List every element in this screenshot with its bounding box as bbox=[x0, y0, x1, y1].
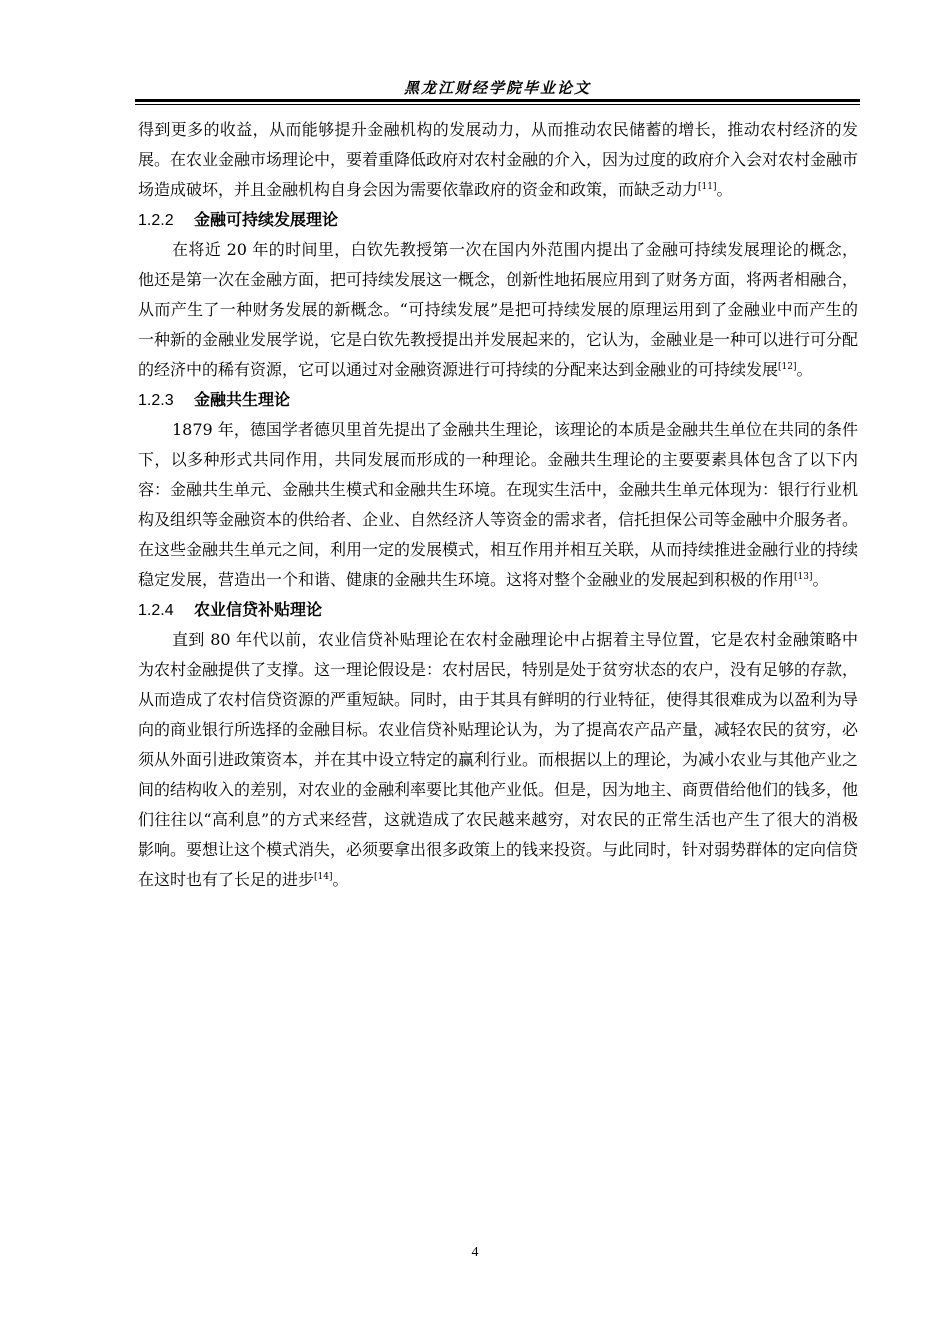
citation: [12] bbox=[778, 362, 797, 372]
section-title: 金融共生理论 bbox=[194, 390, 291, 409]
section-number: 1.2.3 bbox=[138, 392, 174, 409]
section-heading-1-2-2 bbox=[138, 205, 858, 235]
paragraph-tail: 。 bbox=[332, 870, 349, 889]
paragraph-tail: 。 bbox=[716, 180, 733, 199]
paragraph-text: 直到 80 年代以前，农业信贷补贴理论在农村金融理论中占据着主导位置，它是农村金融策略中为农村金融提供了支撑。这一理论假设是：农村居民，特别是处于贫穷状态的农户，没有足够的存款，从而造成了农村信贷资源的严重短缺。同时，由于其具有鲜明的行业特征，使得其很难成为以盈利为导向的商业银行所选择的金融目标。农业信贷补贴理论认为，为了提高农产品产量，减轻农民的贫穷，必须从外面引进政策资本，并在其中设立特定的赢利行业。而根据以上的理论，为减小农业与其他产业之间的结构收入的差别，对农业的金融利率要比其他产业低。但是，因为地主、商贾借给他们的钱多，他们往往以“高利息”的方式来经营，这就造成了农民越来越穷，对农民的正常生活也产生了很大的消极影响。要想让这个模式消失，必须要拿出很多政策上的钱来投资。与此同时，针对弱势群体的定向信贷在这时也有了长足的进步 bbox=[138, 630, 859, 889]
section-heading-1-2-3 bbox=[138, 385, 858, 415]
page-number: 4 bbox=[471, 1245, 479, 1260]
paragraph-intro bbox=[138, 115, 858, 205]
section-number: 1.2.4 bbox=[138, 602, 174, 619]
section-title: 金融可持续发展理论 bbox=[194, 210, 339, 229]
body-content bbox=[138, 115, 858, 895]
header-rule-thin bbox=[135, 104, 860, 105]
section-number: 1.2.2 bbox=[138, 212, 174, 229]
paragraph-text: 在将近 20 年的时间里，白钦先教授第一次在国内外范围内提出了金融可持续发展理论的概念，他还是第一次在金融方面，把可持续发展这一概念，创新性地拓展应用到了财务方面，将两者相融合，从而产生了一种财务发展的新概念。“可持续发展”是把可持续发展的原理运用到了金融业中而产生的一种新的金融业发展学说，它是白钦先教授提出并发展起来的，它认为，金融业是一种可以进行可分配的经济中的稀有资源，它可以通过对金融资源进行可持续的分配来达到金融业的可持续发展 bbox=[138, 240, 859, 379]
citation: [14] bbox=[314, 872, 333, 882]
paragraph-text: 1879 年，德国学者德贝里首先提出了金融共生理论，该理论的本质是金融共生单位在共同的条件下，以多种形式共同作用，共同发展而形成的一种理论。金融共生理论的主要要素具体包含了以下内容：金融共生单元、金融共生模式和金融共生环境。在现实生活中，金融共生单元体现为：银行行业机构及组织等金融资本的供给者、企业、自然经济人等资金的需求者，信托担保公司等金融中介服务者。在这些金融共生单元之间，利用一定的发展模式，相互作用并相互关联，从而持续推进金融行业的持续稳定发展，营造出一个和谐、健康的金融共生环境。这将对整个金融业的发展起到积极的作用 bbox=[138, 420, 859, 589]
citation: [11] bbox=[698, 182, 717, 192]
header-rule-thick bbox=[135, 99, 860, 102]
paragraph-credit-subsidy bbox=[138, 625, 858, 895]
section-heading-1-2-4 bbox=[138, 595, 858, 625]
paragraph-sustainable-finance bbox=[138, 235, 858, 385]
paragraph-tail: 。 bbox=[812, 570, 829, 589]
paragraph-tail: 。 bbox=[796, 360, 813, 379]
paragraph-financial-symbiosis bbox=[138, 415, 858, 595]
section-title: 农业信贷补贴理论 bbox=[194, 600, 323, 619]
citation: [13] bbox=[794, 572, 813, 582]
running-header: 黑龙江财经学院毕业论文 bbox=[403, 79, 591, 97]
paragraph-text: 得到更多的收益，从而能够提升金融机构的发展动力，从而推动农民储蓄的增长，推动农村经济的发展。在农业金融市场理论中，要着重降低政府对农村金融的介入，因为过度的政府介入会对农村金融市场造成破坏，并且金融机构自身会因为需要依靠政府的资金和政策，而缺乏动力 bbox=[138, 120, 859, 199]
